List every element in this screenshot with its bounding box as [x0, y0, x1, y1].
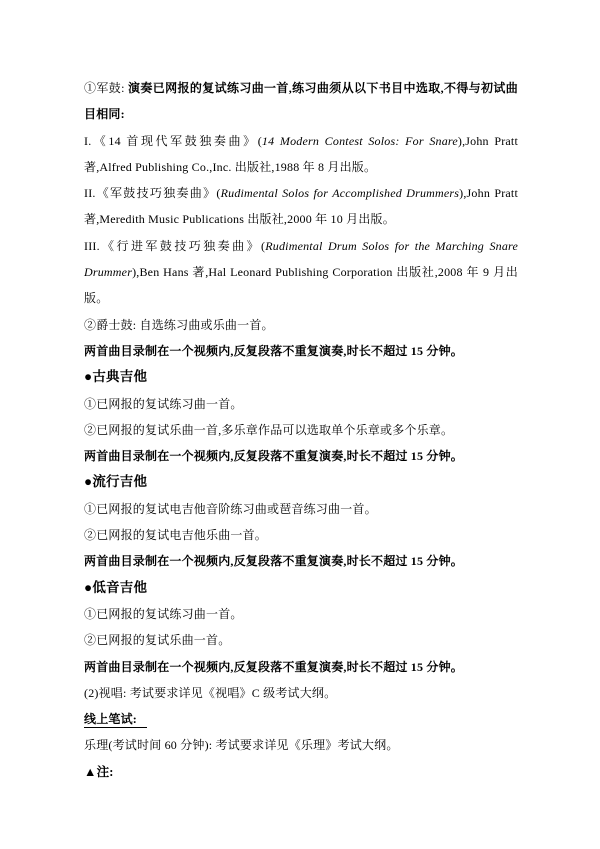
text-run: ②已网报的复试乐曲一首,多乐章作品可以选取单个乐章或多个乐章。 — [84, 422, 454, 437]
text-run: (2)视唱: 考试要求详见《视唱》C 级考试大纲。 — [84, 685, 337, 700]
jazz-drum-requirement — [84, 312, 518, 338]
text-run: Rudimental Drum Solos for the Marching Snare Drummer — [84, 238, 519, 280]
text-run: ●古典吉他 — [84, 369, 148, 385]
video-duration-note — [84, 548, 518, 574]
text-run: Rudimental Solos for Accomplished Drummers — [220, 186, 460, 201]
text-run: ①军鼓: — [84, 81, 125, 95]
snare-drum-requirement — [84, 75, 518, 128]
online-written-test-heading — [84, 706, 518, 732]
text-run: I.《14 首现代军鼓独奏曲》( — [84, 133, 262, 148]
bass-guitar-item-1 — [84, 601, 518, 627]
text-run: ①已网报的复试练习曲一首。 — [84, 396, 243, 411]
text-run: ●低音吉他 — [84, 579, 148, 595]
classical-guitar-item-2 — [84, 417, 518, 443]
text-run: II.《军鼓技巧独奏曲》( — [84, 186, 221, 201]
text-run: ),Ben Hans 著,Hal Leonard Publishing Corporation 出版社,2008 年 9 月出版。 — [84, 265, 518, 306]
section-heading-pop-guitar — [84, 469, 518, 495]
text-run: ▲注: — [84, 764, 114, 779]
section-heading-classical-guitar — [84, 364, 518, 390]
text-run: 两首曲目录制在一个视频内,反复段落不重复演奏,时长不超过 15 分钟。 — [84, 449, 464, 464]
document-body — [84, 75, 518, 785]
book-entry-3 — [84, 233, 518, 312]
text-run: ②已网报的复试电吉他乐曲一首。 — [84, 528, 268, 543]
text-run: 演奏已网报的复试练习曲一首,练习曲须从以下书目中选取,不得与初试曲目相同: — [84, 81, 518, 122]
bass-guitar-item-2 — [84, 627, 518, 653]
text-run: 线上笔试: — [84, 712, 147, 728]
classical-guitar-item-1 — [84, 391, 518, 417]
video-duration-note — [84, 443, 518, 469]
sight-singing-requirement — [84, 680, 518, 706]
book-entry-2 — [84, 180, 518, 233]
video-duration-note — [84, 338, 518, 364]
music-theory-requirement — [84, 732, 518, 758]
text-run: ②爵士鼓: 自选练习曲或乐曲一首。 — [84, 317, 274, 332]
book-entry-1 — [84, 128, 518, 181]
text-run: ①已网报的复试电吉他音阶练习曲或琶音练习曲一首。 — [84, 501, 377, 516]
text-run: 两首曲目录制在一个视频内,反复段落不重复演奏,时长不超过 15 分钟。 — [84, 659, 464, 674]
pop-guitar-item-1 — [84, 496, 518, 522]
text-run: ●流行吉他 — [84, 474, 148, 490]
text-run: 乐理(考试时间 60 分钟): 考试要求详见《乐理》考试大纲。 — [84, 738, 399, 753]
text-run: 14 Modern Contest Solos: For Snare — [261, 133, 458, 148]
text-run: ①已网报的复试练习曲一首。 — [84, 606, 243, 621]
video-duration-note — [84, 654, 518, 680]
note-marker — [84, 759, 518, 785]
text-run: 两首曲目录制在一个视频内,反复段落不重复演奏,时长不超过 15 分钟。 — [84, 343, 464, 358]
text-run: III.《行进军鼓技巧独奏曲》( — [84, 238, 266, 253]
text-run: 两首曲目录制在一个视频内,反复段落不重复演奏,时长不超过 15 分钟。 — [84, 554, 464, 569]
section-heading-bass-guitar — [84, 575, 518, 601]
text-run: ),John Pratt 著,Alfred Publishing Co.,Inc. 出版社,1988 年 8 月出版。 — [84, 133, 518, 174]
text-run: ),John Pratt 著,Meredith Music Publications 出版社,2000 年 10 月出版。 — [84, 186, 518, 227]
pop-guitar-item-2 — [84, 522, 518, 548]
text-run: ②已网报的复试乐曲一首。 — [84, 633, 231, 648]
